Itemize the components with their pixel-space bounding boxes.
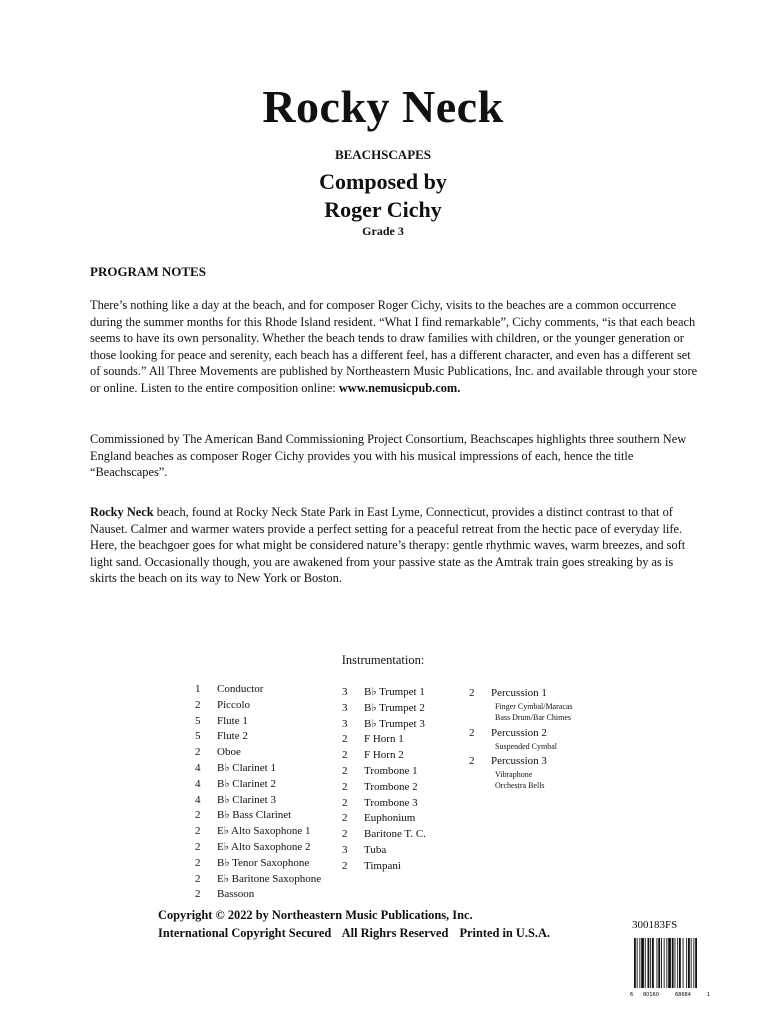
instrument-quantity: 2 (342, 764, 348, 777)
rights-reserved: All Righrs Reserved (341, 926, 449, 940)
instrument-name: B♭ Clarinet 3 (217, 793, 276, 806)
copyright-line: Copyright © 2022 by Northeastern Music Publications, Inc. (158, 908, 473, 922)
barcode-bar (657, 938, 658, 988)
instrument-name: Conductor (217, 683, 264, 695)
instrument-name: Flute 2 (217, 730, 248, 743)
instrument-quantity: 2 (195, 872, 201, 885)
instrument-quantity: 4 (195, 793, 201, 806)
barcode-bar (695, 938, 697, 988)
instrument-row (469, 726, 573, 741)
composer-credit (0, 168, 766, 224)
instrument-quantity: 2 (195, 888, 201, 901)
barcode-bar (693, 938, 694, 988)
barcode-bar (683, 938, 684, 988)
barcode-bar (650, 938, 651, 988)
instrument-quantity: 2 (195, 698, 201, 711)
instrument-name: Piccolo (217, 698, 250, 711)
instrument-note: Orchestra Bells (495, 781, 545, 790)
instrument-quantity: 2 (342, 749, 348, 762)
barcode-digits-left: 80160 (643, 992, 659, 998)
movement-name: Rocky Neck (90, 505, 154, 519)
barcode-bar (679, 938, 681, 988)
barcode-digits-right: 68684 (675, 992, 691, 998)
program-notes-paragraph-2: Commissioned by The American Band Commissioning Project Consortium, Beachscapes highlights three southern New England beaches as composer Roger Cichy provides you with his musical impressions of each, hence the title “Beachscapes”. (90, 432, 687, 479)
score-title: Rocky Neck (262, 81, 504, 132)
barcode-bar (668, 938, 671, 988)
instrument-quantity: 2 (195, 825, 201, 838)
barcode-bar (648, 938, 650, 988)
instrument-quantity: 3 (342, 717, 348, 730)
instrument-name: F Horn 1 (364, 733, 404, 746)
barcode-bar (634, 938, 636, 988)
barcode-left-digit: 6 (630, 992, 634, 998)
instrument-quantity: 2 (195, 840, 201, 853)
instrument-name: E♭ Baritone Saxophone (217, 872, 322, 885)
instrument-quantity: 2 (342, 796, 348, 809)
instrument-name: B♭ Trumpet 3 (364, 717, 425, 730)
program-notes-paragraph-1 (90, 297, 700, 396)
suite-subtitle: BEACHSCAPES (334, 147, 432, 162)
instrument-name: Percussion 3 (491, 755, 547, 767)
instrument-quantity: 3 (342, 686, 348, 698)
instrument-name: Baritone T. C. (364, 828, 426, 841)
instrument-quantity: 2 (342, 828, 348, 841)
publisher-website-link: www.nemusicpub.com. (338, 380, 461, 395)
instrument-name: Oboe (217, 746, 241, 759)
instrument-quantity: 1 (195, 683, 201, 695)
instrument-note: Vibraphone (495, 770, 533, 779)
instrument-name: B♭ Tenor Saxophone (217, 856, 310, 869)
barcode-bar (639, 938, 640, 988)
barcode-bar (686, 938, 687, 988)
instrumentation-column-3 (469, 686, 573, 791)
instrument-name: Flute 1 (217, 714, 248, 727)
paragraph-3-text: beach, found at Rocky Neck State Park in East Lyme, Connecticut, provides a distinct contrast to that of Nauset. Calmer and warmer waters provide a perfect setting for a peaceful retreat from the hectic pace of everyday life. Here, the beachgoer goes for what might be considered nature’s therapy: gentle rhythmic waves, warm breezes, and soft light sand. Occasionally though, you are awakened from your passive state as the Amtrak train goes streaking by as is skirts the beach on its way to New York or Boston. (90, 505, 686, 585)
instrument-name: Tuba (364, 843, 387, 856)
barcode-bar (672, 938, 674, 988)
instrument-name: B♭ Bass Clarinet (217, 809, 292, 822)
instrument-name: Percussion 1 (491, 687, 547, 699)
instrument-name: B♭ Trumpet 1 (364, 686, 425, 698)
barcode-bar (675, 938, 676, 988)
barcode-bar (666, 938, 667, 988)
program-notes-paragraph-3 (90, 504, 700, 587)
grade-level: Grade 3 (362, 224, 404, 238)
composed-by-label: Composed by (319, 169, 447, 194)
barcode-bar (661, 938, 662, 988)
instrument-name: Percussion 2 (491, 727, 547, 739)
barcode-bar (677, 938, 678, 988)
instrument-quantity: 2 (469, 755, 475, 767)
composer-name: Roger Cichy (324, 197, 442, 222)
instrument-quantity: 2 (469, 727, 475, 739)
barcode-bar (688, 938, 690, 988)
barcode-bar (664, 938, 665, 988)
instrument-quantity: 2 (469, 687, 475, 699)
instrument-name: F Horn 2 (364, 749, 404, 762)
barcode-bar (637, 938, 638, 988)
barcode-bar (641, 938, 644, 988)
barcode-right-digit: 1 (707, 992, 711, 998)
instrument-quantity: 2 (342, 859, 348, 872)
instrument-quantity: 4 (195, 777, 201, 790)
copyright-notice (158, 906, 558, 942)
instrument-quantity: 5 (195, 714, 201, 727)
instrument-quantity: 2 (342, 780, 348, 793)
instrument-quantity: 2 (195, 809, 201, 822)
instrument-name: Trombone 3 (364, 796, 418, 809)
instrument-quantity: 2 (342, 812, 348, 825)
instrument-name: B♭ Clarinet 1 (217, 761, 276, 774)
instrument-quantity: 3 (342, 843, 348, 856)
instrument-name: Trombone 1 (364, 764, 418, 777)
instrument-note: Bass Drum/Bar Chimes (495, 713, 571, 722)
instrument-quantity: 4 (195, 761, 201, 774)
program-notes-heading: PROGRAM NOTES (90, 264, 206, 279)
instrument-name: Timpani (364, 859, 401, 872)
barcode-bar (645, 938, 646, 988)
instrument-quantity: 3 (342, 701, 348, 714)
instrument-name: Trombone 2 (364, 780, 418, 793)
barcode-bars (634, 938, 697, 988)
instrument-note: Finger Cymbal/Maracas (495, 702, 573, 711)
instrument-quantity: 2 (195, 856, 201, 869)
instrument-name: E♭ Alto Saxophone 1 (217, 825, 311, 838)
instrument-quantity: 2 (195, 746, 201, 759)
instrument-name: Bassoon (217, 888, 255, 901)
barcode-bar (658, 938, 660, 988)
instrumentation-title: Instrumentation: (341, 653, 425, 667)
instrument-note: Suspended Cymbal (495, 742, 557, 751)
barcode-bar (652, 938, 654, 988)
instrument-quantity: 5 (195, 730, 201, 743)
instrument-row (469, 686, 573, 701)
instrument-row (469, 754, 573, 769)
instrument-name: E♭ Alto Saxophone 2 (217, 840, 311, 853)
printed-in: Printed in U.S.A. (459, 926, 550, 940)
instrument-quantity: 2 (342, 733, 348, 746)
catalog-number: 300183FS (632, 919, 678, 931)
instrument-name: B♭ Clarinet 2 (217, 777, 276, 790)
instrument-name: B♭ Trumpet 2 (364, 701, 425, 714)
barcode-bar (691, 938, 692, 988)
paragraph-1-text: There’s nothing like a day at the beach, and for composer Roger Cichy, visits to the beaches are a common occurrence during the summer months for this Rhode Island resident. “What I find remarkable”, Cichy comments, “is that each beach seems to have its own personality. Whether the beach tends to draw families with children, or the younger generation or those looking for peace and serenity, each beach has a different feel, has a different character, and even has a different set of sounds.” All Three Movements are published by Northeastern Music Publications, Inc. and available through your store or online. Listen to the entire composition online: (90, 298, 698, 395)
rights-line (158, 924, 558, 942)
instrument-name: Euphonium (364, 812, 416, 825)
copyright-secured: International Copyright Secured (158, 926, 332, 940)
barcode (629, 936, 711, 998)
